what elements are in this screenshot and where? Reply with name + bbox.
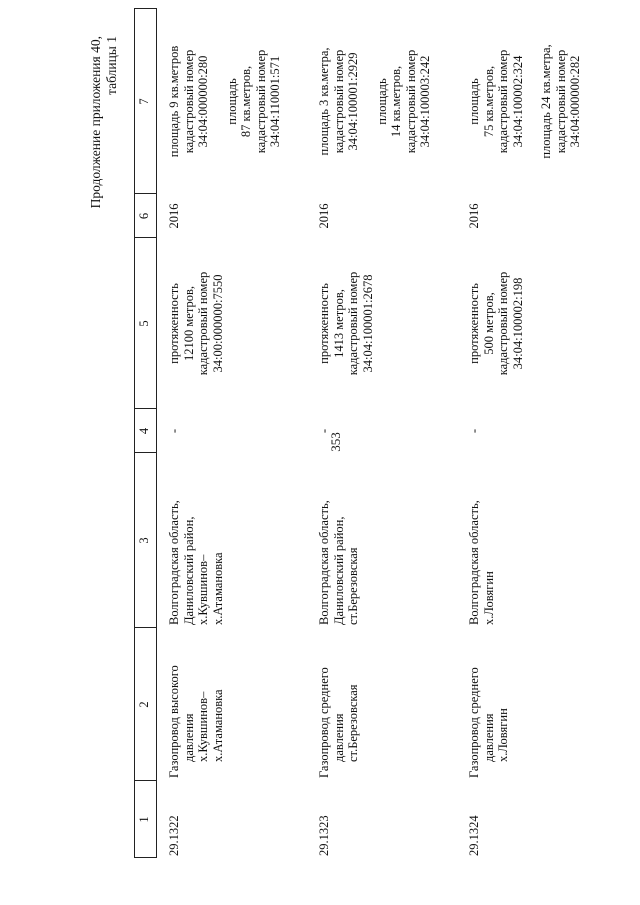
text-line: протяженность (467, 283, 481, 364)
text-line: Газопровод среднего (467, 667, 481, 778)
text-line: 87 кв.метров, (239, 65, 253, 138)
text-line: 12100 метров, (181, 286, 196, 361)
object-extent (317, 238, 375, 409)
text-line: площадь (374, 78, 389, 125)
rotated-sheet (88, 8, 582, 858)
text-line: давления (481, 713, 496, 762)
text-line: Волгоградская область, (167, 500, 181, 625)
text-line: давления (331, 713, 346, 762)
text-line: Волгоградская область, (467, 500, 481, 625)
column-number: 1 (137, 816, 151, 823)
object-location (467, 453, 496, 625)
column-number: 2 (137, 701, 151, 708)
text-line: 34:04:000000:282 (568, 55, 582, 148)
text-line: х.Кувшинов– (196, 554, 210, 625)
text-line: кадастровый номер (331, 49, 346, 154)
object-location (317, 453, 361, 625)
text-line: 34:04:100001:2678 (360, 274, 375, 373)
text-line: давления (181, 713, 196, 762)
year: 2016 (467, 203, 481, 229)
text-line: х.Ловягин (496, 708, 510, 762)
text-line: кадастровый номер (403, 49, 418, 154)
object-name (467, 628, 511, 778)
text-line: 34:04:100003:242 (418, 55, 432, 148)
column-4-value: - (317, 428, 331, 434)
text-line: Газопровод среднего (317, 667, 331, 778)
continuation-table (134, 8, 582, 858)
text-line: Волгоградская область, (317, 500, 331, 625)
detail-block (225, 9, 283, 194)
text-line: площадь (224, 78, 239, 125)
column-4-value: - (167, 428, 181, 434)
page-number: 353 (328, 432, 343, 452)
text-line: 34:00:000000:7550 (210, 274, 225, 373)
text-line: 14 кв.метров, (389, 65, 403, 138)
text-line: 1413 метров, (331, 289, 346, 358)
text-line: 75 кв.метров, (481, 65, 496, 138)
text-line: 34:04:100002:198 (510, 277, 525, 370)
text-line: кадастровый номер (253, 49, 268, 154)
row-code: 29.1323 (317, 815, 331, 856)
object-extent (167, 238, 225, 409)
detail-block (317, 9, 361, 194)
text-line: площадь 3 кв.метра, (317, 47, 331, 156)
text-line: 34:04:100002:324 (510, 55, 525, 148)
text-line: х.Атамановка (210, 689, 225, 762)
text-line: х.Кувшинов– (196, 691, 210, 762)
caption (88, 36, 120, 256)
detail-block (167, 9, 211, 194)
text-line: х.Ловягин (481, 571, 496, 625)
column-number: 5 (137, 320, 151, 327)
object-name (317, 628, 361, 778)
row-code: 29.1322 (167, 815, 181, 856)
object-name (167, 628, 225, 778)
header-bottom-rule (156, 8, 157, 858)
plot-details (467, 9, 583, 194)
column-number: 6 (137, 212, 151, 220)
text-line: 34:04:100001:2929 (346, 52, 360, 151)
text-line: кадастровый номер (196, 271, 210, 376)
text-line: ст.Березовская (346, 684, 360, 762)
column-4-value: - (467, 428, 481, 434)
text-line: 500 метров, (481, 292, 496, 355)
object-extent (467, 238, 525, 409)
caption-line-2: таблицы 1 (104, 36, 119, 95)
row-code: 29.1324 (467, 815, 481, 856)
text-line: протяженность (317, 283, 331, 364)
text-line: 34:04:110001:571 (268, 55, 282, 148)
text-line: площадь 24 кв.метра, (539, 44, 553, 159)
column-number: 7 (137, 98, 151, 105)
table-top-rule (134, 8, 135, 858)
text-line: 34:04:000000:280 (196, 55, 210, 148)
text-line: протяженность (167, 283, 181, 364)
text-line: Даниловский район, (331, 516, 346, 625)
plot-details (167, 9, 283, 194)
text-line: площадь 9 кв.метров (167, 45, 181, 158)
year: 2016 (317, 203, 331, 229)
text-line: кадастровый номер (496, 271, 510, 376)
column-number: 3 (137, 537, 151, 544)
text-line: кадастровый номер (346, 271, 360, 376)
detail-block (375, 9, 433, 194)
caption-line-1: Продолжение приложения 40, (88, 36, 103, 209)
text-line: кадастровый номер (496, 49, 510, 154)
text-line: Даниловский район, (181, 516, 196, 625)
detail-block (539, 9, 583, 194)
text-line: ст.Березовская (346, 547, 360, 625)
text-line: кадастровый номер (553, 49, 568, 154)
plot-details (317, 9, 433, 194)
text-line: Газопровод высокого (167, 665, 181, 778)
detail-block (467, 9, 525, 194)
column-number: 4 (137, 427, 151, 435)
text-line: х.Атамановка (210, 552, 225, 625)
text-line: кадастровый номер (181, 49, 196, 154)
year: 2016 (167, 203, 181, 229)
object-location (167, 453, 225, 625)
text-line: площадь (467, 78, 481, 125)
